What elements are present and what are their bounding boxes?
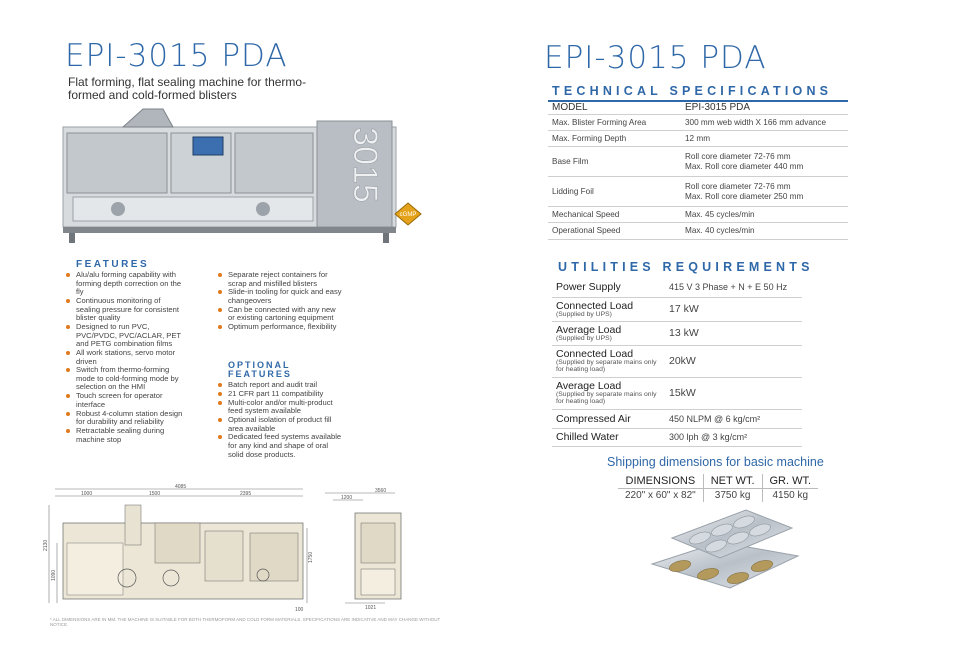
spec-value-line2: Max. Roll core diameter 250 mm	[685, 191, 804, 201]
utility-label: Chilled Water	[556, 431, 619, 443]
table-row	[548, 131, 848, 147]
spec-value	[681, 147, 848, 177]
utility-key	[552, 321, 665, 345]
table-row	[618, 489, 818, 503]
utilities-table	[552, 278, 802, 447]
spec-key: Base Film	[548, 147, 681, 177]
blister-pack-image	[650, 508, 800, 590]
dim-w: 1021	[365, 605, 377, 611]
table-row	[548, 177, 848, 207]
spec-key: Lidding Foil	[548, 177, 681, 207]
dim-overall: 4085	[175, 484, 187, 490]
utility-value: 15kW	[665, 377, 802, 409]
optional-feature-item: Optional isolation of product fill area available	[218, 416, 343, 433]
table-row	[548, 223, 848, 240]
table-row	[552, 345, 802, 377]
shipping-header: DIMENSIONS	[618, 474, 703, 489]
table-row	[552, 428, 802, 446]
feature-item: Designed to run PVC, PVC/PVDC, PVC/ACLAR, PET and PETG combination films	[66, 323, 184, 349]
optional-features-list	[218, 381, 343, 459]
drawing-footnote: * ALL DIMENSIONS ARE IN MM. THE MACHINE IS SUITABLE FOR BOTH THERMOFORM AND COLD FORM MATERIALS. SPECIFICATIONS ARE INDICATIVE AND MAY CHANGE WITHOUT NOTICE.	[50, 617, 441, 627]
optional-feature-item: Multi-color and/or multi-product feed system available	[218, 399, 343, 416]
feature-item: Can be connected with any new or existing cartoning equipment	[218, 306, 343, 323]
utility-label: Compressed Air	[556, 412, 631, 425]
utility-note: (Supplied by separate mains only for heating load)	[556, 359, 657, 373]
utility-key	[552, 409, 665, 428]
spec-key: Max. Forming Depth	[548, 131, 681, 147]
dim-base: 100	[295, 607, 304, 613]
table-row	[552, 278, 802, 297]
feature-item: Touch screen for operator interface	[66, 392, 184, 409]
table-row	[552, 297, 802, 321]
utility-label: Connected Load	[556, 299, 634, 312]
gmp-badge-text: cGMP	[399, 212, 417, 218]
spec-value: 12 mm	[681, 131, 848, 147]
utility-label: Connected Load	[556, 348, 634, 360]
shipping-cell: 3750 kg	[703, 489, 762, 503]
right-page-title: EPI-3015 PDA	[544, 40, 767, 76]
spec-value-line2: Max. Roll core diameter 440 mm	[685, 161, 804, 171]
spec-value-line1: Roll core diameter 72-76 mm	[685, 151, 791, 161]
left-page-title: EPI-3015 PDA	[65, 38, 288, 74]
table-row	[552, 377, 802, 409]
utility-label: Average Load	[556, 323, 622, 336]
shipping-header: GR. WT.	[762, 474, 818, 489]
table-row	[548, 147, 848, 177]
utility-value: 13 kW	[665, 321, 802, 345]
utilities-heading: UTILITIES REQUIREMENTS	[558, 260, 814, 274]
machine-model-label: 3015	[346, 127, 384, 203]
spec-key: Mechanical Speed	[548, 207, 681, 223]
utility-value: 300 lph @ 3 kg/cm²	[665, 428, 802, 446]
spec-value: 300 mm web width X 166 mm advance	[681, 115, 848, 131]
spec-value-line1: Roll core diameter 72-76 mm	[685, 181, 791, 191]
feature-item: Robust 4-column station design for durability and reliability	[66, 410, 184, 427]
feature-item: Separate reject containers for scrap and misfilled blisters	[218, 271, 343, 288]
feature-item: Retractable sealing during machine stop	[66, 427, 184, 444]
spec-key: Operational Speed	[548, 223, 681, 240]
optional-features-heading: OPTIONAL FEATURES	[228, 360, 292, 379]
table-row	[552, 321, 802, 345]
table-row	[618, 474, 818, 489]
dim-e: 1200	[341, 495, 353, 501]
utility-key	[552, 278, 665, 297]
dim-h1: 2130	[43, 539, 49, 551]
dim-c: 2395	[240, 491, 252, 497]
utility-label: Average Load	[556, 380, 622, 392]
optional-feature-item: Batch report and audit trail	[218, 381, 343, 390]
dim-h3: 1090	[51, 569, 57, 581]
feature-item: Slide-in tooling for quick and easy changeovers	[218, 288, 343, 305]
utility-value: 17 kW	[665, 297, 802, 321]
spec-value: EPI-3015 PDA	[681, 101, 848, 115]
dim-d: 3560	[375, 488, 387, 494]
utility-label: Power Supply	[556, 281, 621, 294]
spec-value	[681, 177, 848, 207]
utility-key	[552, 377, 665, 409]
utility-key	[552, 428, 665, 446]
utility-key	[552, 345, 665, 377]
features-heading: FEATURES	[76, 259, 150, 270]
spec-key: Max. Blister Forming Area	[548, 115, 681, 131]
left-page-subtitle: Flat forming, flat sealing machine for thermo-formed and cold-formed blisters	[68, 75, 307, 102]
utility-value: 450 NLPM @ 6 kg/cm²	[665, 409, 802, 428]
shipping-cell: 220" x 60" x 82"	[618, 489, 703, 503]
utility-note: (Supplied by UPS)	[556, 334, 612, 342]
dim-a: 1000	[81, 491, 93, 497]
dim-h2: 1750	[308, 551, 314, 563]
shipping-header: NET WT.	[703, 474, 762, 489]
utility-key	[552, 297, 665, 321]
utility-note: (Supplied by UPS)	[556, 310, 612, 318]
machine-dimension-drawing	[45, 483, 455, 613]
utility-value: 415 V 3 Phase + N + E 50 Hz	[665, 278, 802, 297]
table-row	[552, 409, 802, 428]
feature-item: Alu/alu forming capability with forming depth correction on the fly	[66, 271, 184, 297]
features-list-col2	[218, 271, 343, 332]
feature-item: Switch from thermo-forming mode to cold-forming mode by selection on the HMI	[66, 366, 184, 392]
spec-value: Max. 40 cycles/min	[681, 223, 848, 240]
shipping-table	[618, 474, 818, 502]
feature-item: Continuous monitoring of sealing pressure for consistent blister quality	[66, 297, 184, 323]
spec-value: Max. 45 cycles/min	[681, 207, 848, 223]
shipping-heading: Shipping dimensions for basic machine	[607, 455, 824, 469]
feature-item: Optimum performance, flexibility	[218, 323, 343, 332]
optional-feature-item: Dedicated feed systems available for any kind and shape of oral solid dose products.	[218, 433, 343, 459]
gmp-badge-icon	[394, 202, 422, 226]
optional-feature-item: 21 CFR part 11 compatibility	[218, 390, 343, 399]
utility-note: (Supplied by separate mains only for heating load)	[556, 391, 657, 405]
tech-specs-heading: TECHNICAL SPECIFICATIONS	[552, 84, 833, 98]
table-row	[548, 115, 848, 131]
feature-item: All work stations, servo motor driven	[66, 349, 184, 366]
utility-value: 20kW	[665, 345, 802, 377]
features-list-col1	[66, 271, 184, 444]
tech-specs-table	[548, 100, 848, 240]
shipping-cell: 4150 kg	[772, 490, 809, 501]
dim-b: 1500	[149, 491, 161, 497]
spec-key: MODEL	[548, 101, 681, 115]
table-row	[548, 101, 848, 115]
machine-photo	[63, 105, 396, 255]
table-row	[548, 207, 848, 223]
